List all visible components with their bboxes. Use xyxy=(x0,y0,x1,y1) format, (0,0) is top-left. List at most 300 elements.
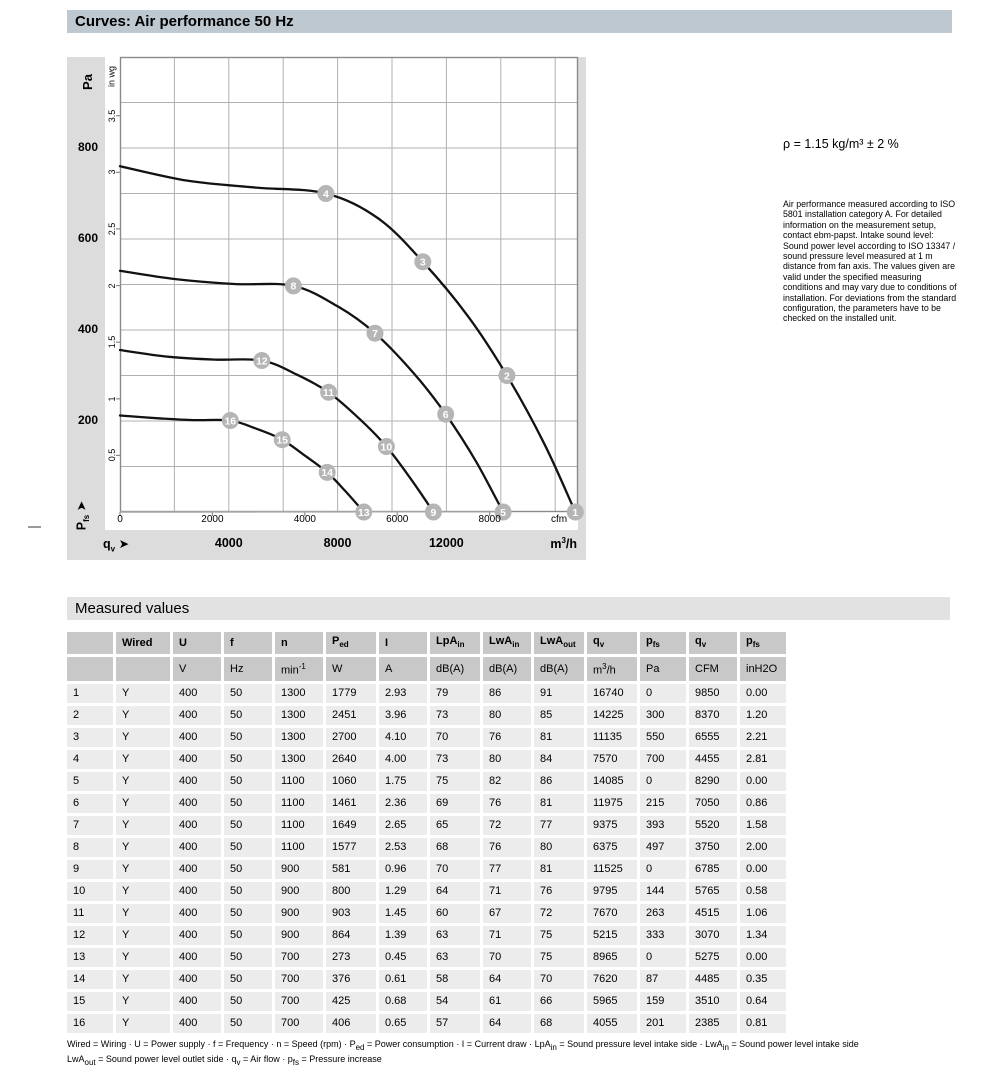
cell: 0.00 xyxy=(740,860,786,879)
cell: 60 xyxy=(430,904,480,923)
cell: 0.58 xyxy=(740,882,786,901)
x-tick-label-m3h: 4000 xyxy=(214,536,243,550)
cell: 3.96 xyxy=(379,706,427,725)
cell: 76 xyxy=(534,882,584,901)
operating-point-number: 16 xyxy=(224,415,237,428)
column-header: LwA$_{out}$ xyxy=(534,632,584,654)
cell: 7620 xyxy=(587,970,637,989)
cell: 1.20 xyxy=(740,706,786,725)
operating-point-number: 12 xyxy=(255,355,268,368)
cell: 80 xyxy=(534,838,584,857)
cell: 9795 xyxy=(587,882,637,901)
cell: 69 xyxy=(430,794,480,813)
cell: 5215 xyxy=(587,926,637,945)
cell: 900 xyxy=(275,882,323,901)
x-tick-label-cfm: 2000 xyxy=(201,514,224,525)
column-header: $P_{ed}$ xyxy=(326,632,376,654)
column-header: I xyxy=(379,632,427,654)
cell: 376 xyxy=(326,970,376,989)
cell: 400 xyxy=(173,904,221,923)
cell: 64 xyxy=(430,882,480,901)
column-header: $q_v$ xyxy=(587,632,637,654)
cell: 0 xyxy=(640,948,686,967)
cell: Y xyxy=(116,706,170,725)
column-unit: W xyxy=(326,657,376,681)
cell: 84 xyxy=(534,750,584,769)
column-unit: dB(A) xyxy=(430,657,480,681)
cell: 70 xyxy=(483,948,531,967)
cell: 75 xyxy=(430,772,480,791)
cell: 66 xyxy=(534,992,584,1011)
cell: 75 xyxy=(534,948,584,967)
cell: 50 xyxy=(224,772,272,791)
cell: 71 xyxy=(483,926,531,945)
page-title: Curves: Air performance 50 Hz xyxy=(67,10,952,33)
cell: 400 xyxy=(173,684,221,703)
cell: 400 xyxy=(173,926,221,945)
operating-point-number: 3 xyxy=(419,256,426,269)
cell: 14225 xyxy=(587,706,637,725)
y-axis-unit-pa: Pa xyxy=(80,74,95,90)
x-axis-unit-m3h: $m^3/h$ xyxy=(550,536,577,552)
column-unit: V xyxy=(173,657,221,681)
y-tick-label-inwg: 0.5 xyxy=(107,449,117,462)
cell: 300 xyxy=(640,706,686,725)
operating-point-number: 14 xyxy=(321,467,334,480)
cell: 1300 xyxy=(275,706,323,725)
column-header: $q_v$ xyxy=(689,632,737,654)
cell: 76 xyxy=(483,838,531,857)
cell: 50 xyxy=(224,860,272,879)
cell: 50 xyxy=(224,904,272,923)
cell: 0.68 xyxy=(379,992,427,1011)
cell: 4055 xyxy=(587,1014,637,1033)
cell: 700 xyxy=(640,750,686,769)
column-unit xyxy=(116,657,170,681)
cell: 54 xyxy=(430,992,480,1011)
cell: Y xyxy=(116,882,170,901)
cell: 2.93 xyxy=(379,684,427,703)
table-row xyxy=(67,882,786,901)
abbreviations-footnote-line1: Wired = Wiring · U = Power supply · f = Frequency · n = Speed $(rpm) \cdot P_{ed}$ = Power consumption · I = Current draw · LpA$_{in}$ = Sound pressure level intake side · LwA$_{in}$ = Sound power level intake side xyxy=(67,1039,859,1052)
cell: 800 xyxy=(326,882,376,901)
operating-point-number: 7 xyxy=(372,328,378,340)
cell: 5765 xyxy=(689,882,737,901)
cell: 1.06 xyxy=(740,904,786,923)
cell: 68 xyxy=(534,1014,584,1033)
fan-performance-curve xyxy=(120,271,503,512)
cell: 8370 xyxy=(689,706,737,725)
x-tick-label-m3h: 12000 xyxy=(428,536,464,550)
column-header: $p_{fs}$ xyxy=(640,632,686,654)
x-tick-label-m3h: 8000 xyxy=(323,536,352,550)
cell: 91 xyxy=(534,684,584,703)
cell: 581 xyxy=(326,860,376,879)
air-performance-chart xyxy=(67,57,586,560)
cell: 14085 xyxy=(587,772,637,791)
cell: 0.96 xyxy=(379,860,427,879)
cell: Y xyxy=(116,904,170,923)
air-density-note: ρ = 1.15 kg/m³ ± 2 % xyxy=(783,137,899,151)
y-tick-label-pa: 600 xyxy=(77,231,98,245)
cell: 1.45 xyxy=(379,904,427,923)
column-header: LpA$_{in}$ xyxy=(430,632,480,654)
y-tick-label-pa: 800 xyxy=(77,140,98,154)
operating-point-number: 1 xyxy=(572,506,579,519)
cell: 1100 xyxy=(275,772,323,791)
row-number: 15 xyxy=(67,992,113,1011)
cell: 65 xyxy=(430,816,480,835)
cell: 8965 xyxy=(587,948,637,967)
x-axis-unit-cfm: cfm xyxy=(550,514,568,525)
cell: 1577 xyxy=(326,838,376,857)
cell: 0.00 xyxy=(740,772,786,791)
cell: 4.10 xyxy=(379,728,427,747)
x-tick-label-cfm: 0 xyxy=(117,514,123,525)
row-number: 7 xyxy=(67,816,113,835)
cell: 77 xyxy=(534,816,584,835)
cell: 72 xyxy=(534,904,584,923)
cell: 4515 xyxy=(689,904,737,923)
x-axis-quantity-qv-arrow: $q_v$ ➤ xyxy=(103,537,130,554)
cell: Y xyxy=(116,794,170,813)
cell: 50 xyxy=(224,750,272,769)
cell: Y xyxy=(116,1014,170,1033)
cell: 2.65 xyxy=(379,816,427,835)
column-unit: $\min^{-1}$ xyxy=(275,657,323,681)
y-tick-label-inwg: 3 xyxy=(107,169,117,175)
column-header: U xyxy=(173,632,221,654)
cell: 263 xyxy=(640,904,686,923)
cell: 393 xyxy=(640,816,686,835)
cell: 0.00 xyxy=(740,684,786,703)
cell: 8290 xyxy=(689,772,737,791)
cell: 50 xyxy=(224,728,272,747)
cell: 2.36 xyxy=(379,794,427,813)
cell: 9850 xyxy=(689,684,737,703)
cell: 73 xyxy=(430,706,480,725)
cell: 1.34 xyxy=(740,926,786,945)
cell: 50 xyxy=(224,816,272,835)
table-row xyxy=(67,992,786,1011)
cell: 9375 xyxy=(587,816,637,835)
cell: 400 xyxy=(173,948,221,967)
x-tick-label-cfm: 6000 xyxy=(386,514,409,525)
column-unit xyxy=(67,657,113,681)
cell: 425 xyxy=(326,992,376,1011)
cell: 64 xyxy=(483,1014,531,1033)
cell: 76 xyxy=(483,728,531,747)
cell: 63 xyxy=(430,948,480,967)
y-tick-label-inwg: 1 xyxy=(107,396,117,402)
table-row xyxy=(67,970,786,989)
table-row xyxy=(67,706,786,725)
row-number: 8 xyxy=(67,838,113,857)
cell: 903 xyxy=(326,904,376,923)
table-row xyxy=(67,904,786,923)
cell: 67 xyxy=(483,904,531,923)
y-axis-quantity-pfs-arrow: $P_{fs}$ ➤ xyxy=(74,500,91,531)
column-header: $p_{fs}$ xyxy=(740,632,786,654)
cell: 58 xyxy=(430,970,480,989)
column-unit: Pa xyxy=(640,657,686,681)
cell: 700 xyxy=(275,948,323,967)
cell: 81 xyxy=(534,860,584,879)
y-tick-label-inwg: 2.5 xyxy=(107,222,117,236)
cell: 6555 xyxy=(689,728,737,747)
cell: 87 xyxy=(640,970,686,989)
cell: 71 xyxy=(483,882,531,901)
cell: 2.00 xyxy=(740,838,786,857)
column-unit: A xyxy=(379,657,427,681)
cell: 400 xyxy=(173,772,221,791)
cell: 1100 xyxy=(275,816,323,835)
cell: 0.65 xyxy=(379,1014,427,1033)
column-header xyxy=(67,632,113,654)
operating-point-number: 13 xyxy=(357,506,370,519)
row-number: 11 xyxy=(67,904,113,923)
cell: 70 xyxy=(430,860,480,879)
cell: 70 xyxy=(534,970,584,989)
cell: 700 xyxy=(275,1014,323,1033)
cell: 70 xyxy=(430,728,480,747)
fan-performance-curve xyxy=(120,166,575,512)
row-number: 14 xyxy=(67,970,113,989)
cell: 7570 xyxy=(587,750,637,769)
cell: 76 xyxy=(483,794,531,813)
table-row xyxy=(67,860,786,879)
operating-point-number: 15 xyxy=(276,434,289,447)
cell: 273 xyxy=(326,948,376,967)
cell: 1060 xyxy=(326,772,376,791)
performance-curves-plot xyxy=(120,57,579,519)
operating-point-number: 11 xyxy=(323,387,335,400)
cell: 81 xyxy=(534,728,584,747)
cell: 4485 xyxy=(689,970,737,989)
cell: 0.45 xyxy=(379,948,427,967)
cell: 0.00 xyxy=(740,948,786,967)
y-tick-label-pa: 400 xyxy=(77,322,98,336)
cell: 81 xyxy=(534,794,584,813)
operating-point-number: 10 xyxy=(380,441,393,454)
measured-values-table xyxy=(64,629,789,1036)
cell: Y xyxy=(116,948,170,967)
row-number: 2 xyxy=(67,706,113,725)
cell: 2385 xyxy=(689,1014,737,1033)
table-units-row xyxy=(67,657,786,681)
cell: 1.39 xyxy=(379,926,427,945)
cell: 0.64 xyxy=(740,992,786,1011)
cell: 80 xyxy=(483,750,531,769)
cell: 7050 xyxy=(689,794,737,813)
cell: 80 xyxy=(483,706,531,725)
cell: 400 xyxy=(173,860,221,879)
cell: 1100 xyxy=(275,838,323,857)
column-header: f xyxy=(224,632,272,654)
margin-crop-mark xyxy=(28,526,41,528)
cell: 86 xyxy=(483,684,531,703)
cell: 7670 xyxy=(587,904,637,923)
cell: 61 xyxy=(483,992,531,1011)
cell: 1100 xyxy=(275,794,323,813)
row-number: 12 xyxy=(67,926,113,945)
row-number: 1 xyxy=(67,684,113,703)
row-number: 3 xyxy=(67,728,113,747)
table-row xyxy=(67,684,786,703)
operating-point-number: 6 xyxy=(442,409,449,421)
cell: 50 xyxy=(224,970,272,989)
cell: 50 xyxy=(224,948,272,967)
row-number: 6 xyxy=(67,794,113,813)
cell: 86 xyxy=(534,772,584,791)
cell: Y xyxy=(116,750,170,769)
x-tick-label-cfm: 8000 xyxy=(478,514,501,525)
cell: 50 xyxy=(224,882,272,901)
cell: Y xyxy=(116,816,170,835)
table-row xyxy=(67,816,786,835)
cell: 215 xyxy=(640,794,686,813)
cell: 2640 xyxy=(326,750,376,769)
cell: 50 xyxy=(224,706,272,725)
cell: 700 xyxy=(275,970,323,989)
cell: 5275 xyxy=(689,948,737,967)
cell: Y xyxy=(116,970,170,989)
cell: 497 xyxy=(640,838,686,857)
cell: 400 xyxy=(173,706,221,725)
cell: 1300 xyxy=(275,728,323,747)
cell: 1300 xyxy=(275,684,323,703)
cell: 0 xyxy=(640,860,686,879)
column-header: n xyxy=(275,632,323,654)
operating-point-number: 5 xyxy=(500,506,507,519)
cell: 4.00 xyxy=(379,750,427,769)
cell: 2.53 xyxy=(379,838,427,857)
cell: 64 xyxy=(483,970,531,989)
cell: 2.81 xyxy=(740,750,786,769)
cell: 50 xyxy=(224,838,272,857)
table-row xyxy=(67,1014,786,1033)
cell: 550 xyxy=(640,728,686,747)
fan-performance-curve xyxy=(120,350,433,512)
cell: 0.86 xyxy=(740,794,786,813)
cell: 0 xyxy=(640,684,686,703)
cell: Y xyxy=(116,838,170,857)
cell: 1.75 xyxy=(379,772,427,791)
cell: 85 xyxy=(534,706,584,725)
table-row xyxy=(67,772,786,791)
y-tick-label-inwg: 2 xyxy=(107,283,117,289)
cell: 3750 xyxy=(689,838,737,857)
cell: 1.58 xyxy=(740,816,786,835)
cell: 400 xyxy=(173,750,221,769)
column-header: LwA$_{in}$ xyxy=(483,632,531,654)
cell: 400 xyxy=(173,992,221,1011)
column-unit: dB(A) xyxy=(483,657,531,681)
y-tick-label-inwg: 1.5 xyxy=(107,335,117,349)
row-number: 4 xyxy=(67,750,113,769)
cell: 5520 xyxy=(689,816,737,835)
cell: 400 xyxy=(173,882,221,901)
cell: 400 xyxy=(173,794,221,813)
column-unit: inH2O xyxy=(740,657,786,681)
cell: 2700 xyxy=(326,728,376,747)
cell: Y xyxy=(116,772,170,791)
x-tick-label-cfm: 4000 xyxy=(293,514,316,525)
cell: 400 xyxy=(173,816,221,835)
cell: 2451 xyxy=(326,706,376,725)
cell: 400 xyxy=(173,728,221,747)
abbreviations-footnote-line2: LwA$_{out}$ = Sound power level outlet side · $q_v$ = Air flow · $p_{fs}$ = Pressure increase xyxy=(67,1054,382,1067)
cell: 1649 xyxy=(326,816,376,835)
cell: Y xyxy=(116,728,170,747)
cell: 0 xyxy=(640,772,686,791)
table-row xyxy=(67,794,786,813)
cell: 82 xyxy=(483,772,531,791)
cell: 0.35 xyxy=(740,970,786,989)
row-number: 10 xyxy=(67,882,113,901)
cell: 6785 xyxy=(689,860,737,879)
column-unit: CFM xyxy=(689,657,737,681)
table-row xyxy=(67,750,786,769)
cell: 1.29 xyxy=(379,882,427,901)
cell: 159 xyxy=(640,992,686,1011)
row-number: 9 xyxy=(67,860,113,879)
operating-point-number: 8 xyxy=(290,280,297,293)
cell: 0.81 xyxy=(740,1014,786,1033)
cell: 11975 xyxy=(587,794,637,813)
cell: 900 xyxy=(275,904,323,923)
cell: 864 xyxy=(326,926,376,945)
table-row xyxy=(67,838,786,857)
cell: 11525 xyxy=(587,860,637,879)
cell: 1461 xyxy=(326,794,376,813)
cell: Y xyxy=(116,992,170,1011)
table-row xyxy=(67,948,786,967)
measurement-conditions-note: Air performance measured according to ISO 5801 installation category A. For detailed information on the measurement setup, contact ebm-papst. Intake sound level: Sound power level according to ISO 13347 / sound pressure level measured at 1 m distance from fan axis. The values given are valid under the specified measuring conditions and may vary due to conditions of installation. For deviations from the standard configuration, the parameters have to be checked on the installed unit. xyxy=(783,199,957,324)
table-header-row xyxy=(67,632,786,654)
cell: 50 xyxy=(224,684,272,703)
cell: 16740 xyxy=(587,684,637,703)
operating-point-number: 9 xyxy=(430,506,437,519)
y-tick-label-inwg: 3.5 xyxy=(107,109,117,122)
cell: 50 xyxy=(224,926,272,945)
cell: 79 xyxy=(430,684,480,703)
cell: Y xyxy=(116,926,170,945)
table-row xyxy=(67,926,786,945)
column-unit: $m^3/h$ xyxy=(587,657,637,681)
cell: 75 xyxy=(534,926,584,945)
cell: 700 xyxy=(275,992,323,1011)
y-axis-unit-inwg: in wg xyxy=(106,66,117,88)
cell: 77 xyxy=(483,860,531,879)
cell: 68 xyxy=(430,838,480,857)
operating-point-number: 4 xyxy=(322,188,329,201)
cell: 900 xyxy=(275,860,323,879)
cell: 50 xyxy=(224,992,272,1011)
cell: 333 xyxy=(640,926,686,945)
cell: 50 xyxy=(224,1014,272,1033)
cell: 3070 xyxy=(689,926,737,945)
cell: Y xyxy=(116,860,170,879)
cell: 1779 xyxy=(326,684,376,703)
cell: 57 xyxy=(430,1014,480,1033)
fan-performance-curve xyxy=(120,416,364,513)
column-unit: Hz xyxy=(224,657,272,681)
cell: 72 xyxy=(483,816,531,835)
cell: 73 xyxy=(430,750,480,769)
operating-point-number: 2 xyxy=(503,370,510,383)
cell: 11135 xyxy=(587,728,637,747)
